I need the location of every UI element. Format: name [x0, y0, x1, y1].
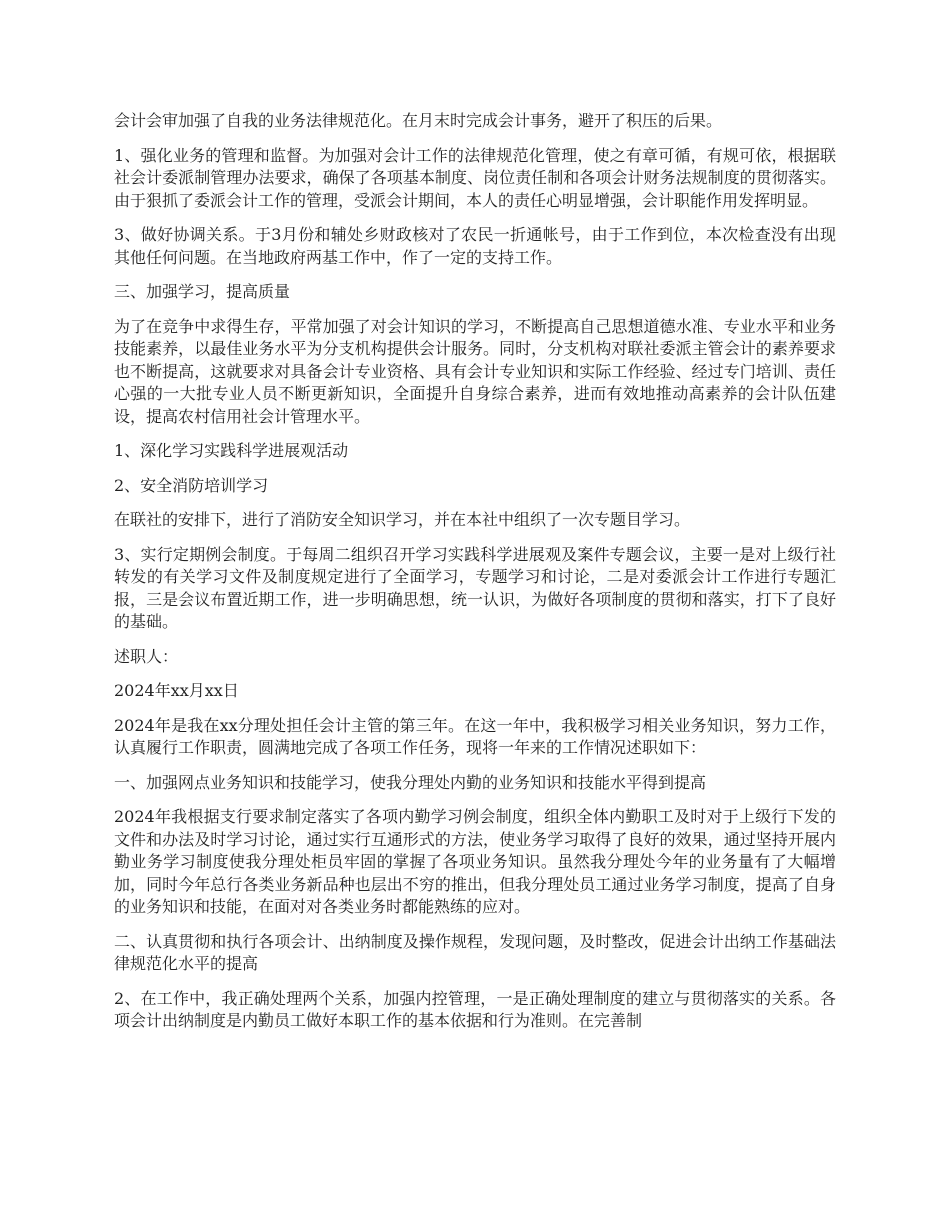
- section-heading: 一、加强网点业务知识和技能学习，使我分理处内勤的业务知识和技能水平得到提高: [114, 772, 707, 792]
- document-page: [114, 110, 836, 1045]
- paragraph: 3、实行定期例会制度。于每周二组织召开学习实践科学进展观及案件专题会议，主要一是对上级行社转发的有关学习文件及制度规定进行了全面学习，专题学习和讨论，二是对委派会计工作进行专题汇报，三是会议布置近期工作，进一步明确思想，统一认识，为做好各项制度的贯彻和落实，打下了良好的基础。: [114, 544, 836, 631]
- paragraph: 在联社的安排下，进行了消防安全知识学习，并在本社中组织了一次专题目学习。: [114, 510, 691, 529]
- list-item: 2、安全消防培训学习: [114, 475, 269, 495]
- paragraph: 2024年我根据支行要求制定落实了各项内勤学习例会制度，组织全体内勤职工及时对于上级行下发的文件和办法及时学习讨论，通过实行互通形式的方法，使业务学习取得了良好的效果，通过坚持开展内勤业务学习制度使我分理处柜员牢固的掌握了各项业务知识。虽然我分理处今年的业务量有了大幅增加，同时今年总行各类业务新品种也层出不穷的推出，但我分理处员工通过业务学习制度，提高了自身的业务知识和技能，在面对对各类业务时都能熟练的应对。: [114, 807, 836, 916]
- date-line: 2024年xx月xx日: [114, 681, 239, 700]
- paragraph: 2024年是我在xx分理处担任会计主管的第三年。在这一年中，我积极学习相关业务知识，努力工作，认真履行工作职责，圆满地完成了各项工作任务，现将一年来的工作情况述职如下：: [114, 715, 836, 757]
- paragraph: 为了在竞争中求得生存，平常加强了对会计知识的学习，不断提高自己思想道德水准、专业水平和业务技能素养，以最佳业务水平为分支机构提供会计服务。同时，分支机构对联社委派主管会计的素养要求也不断提高，这就要求对具备会计专业资格、具有会计专业知识和实际工作经验、经过专门培训、责任心强的一大批专业人员不断更新知识，全面提升自身综合素养，进而有效地推动高素养的会计队伍建设，提高农村信用社会计管理水平。: [114, 316, 836, 426]
- paragraph: 2、在工作中，我正确处理两个关系，加强内控管理，一是正确处理制度的建立与贯彻落实的关系。各项会计出纳制度是内勤员工做好本职工作的基本依据和行为准则。在完善制: [114, 988, 836, 1030]
- paragraph: 1、强化业务的管理和监督。为加强对会计工作的法律规范化管理，使之有章可循，有规可依，根据联社会计委派制管理办法要求，确保了各项基本制度、岗位责任制和各项会计财务法规制度的贯彻落实。由于狠抓了委派会计工作的管理，受派会计期间，本人的责任心明显增强，会计职能作用发挥明显。: [114, 145, 836, 210]
- section-heading: 二、认真贯彻和执行各项会计、出纳制度及操作规程，发现问题，及时整改，促进会计出纳工作基础法律规范化水平的提高: [114, 931, 836, 973]
- paragraph: 3、做好协调关系。于3月份和辅处乡财政核对了农民一折通帐号，由于工作到位，本次检查没有出现其他任何问题。在当地政府两基工作中，作了一定的支持工作。: [114, 225, 836, 267]
- paragraph: 会计会审加强了自我的业务法律规范化。在月末时完成会计事务，避开了积压的后果。: [114, 111, 723, 130]
- section-heading: 三、加强学习，提高质量: [114, 282, 291, 301]
- list-item: 1、深化学习实践科学进展观活动: [114, 441, 349, 460]
- signature-label: 述职人：: [114, 646, 179, 666]
